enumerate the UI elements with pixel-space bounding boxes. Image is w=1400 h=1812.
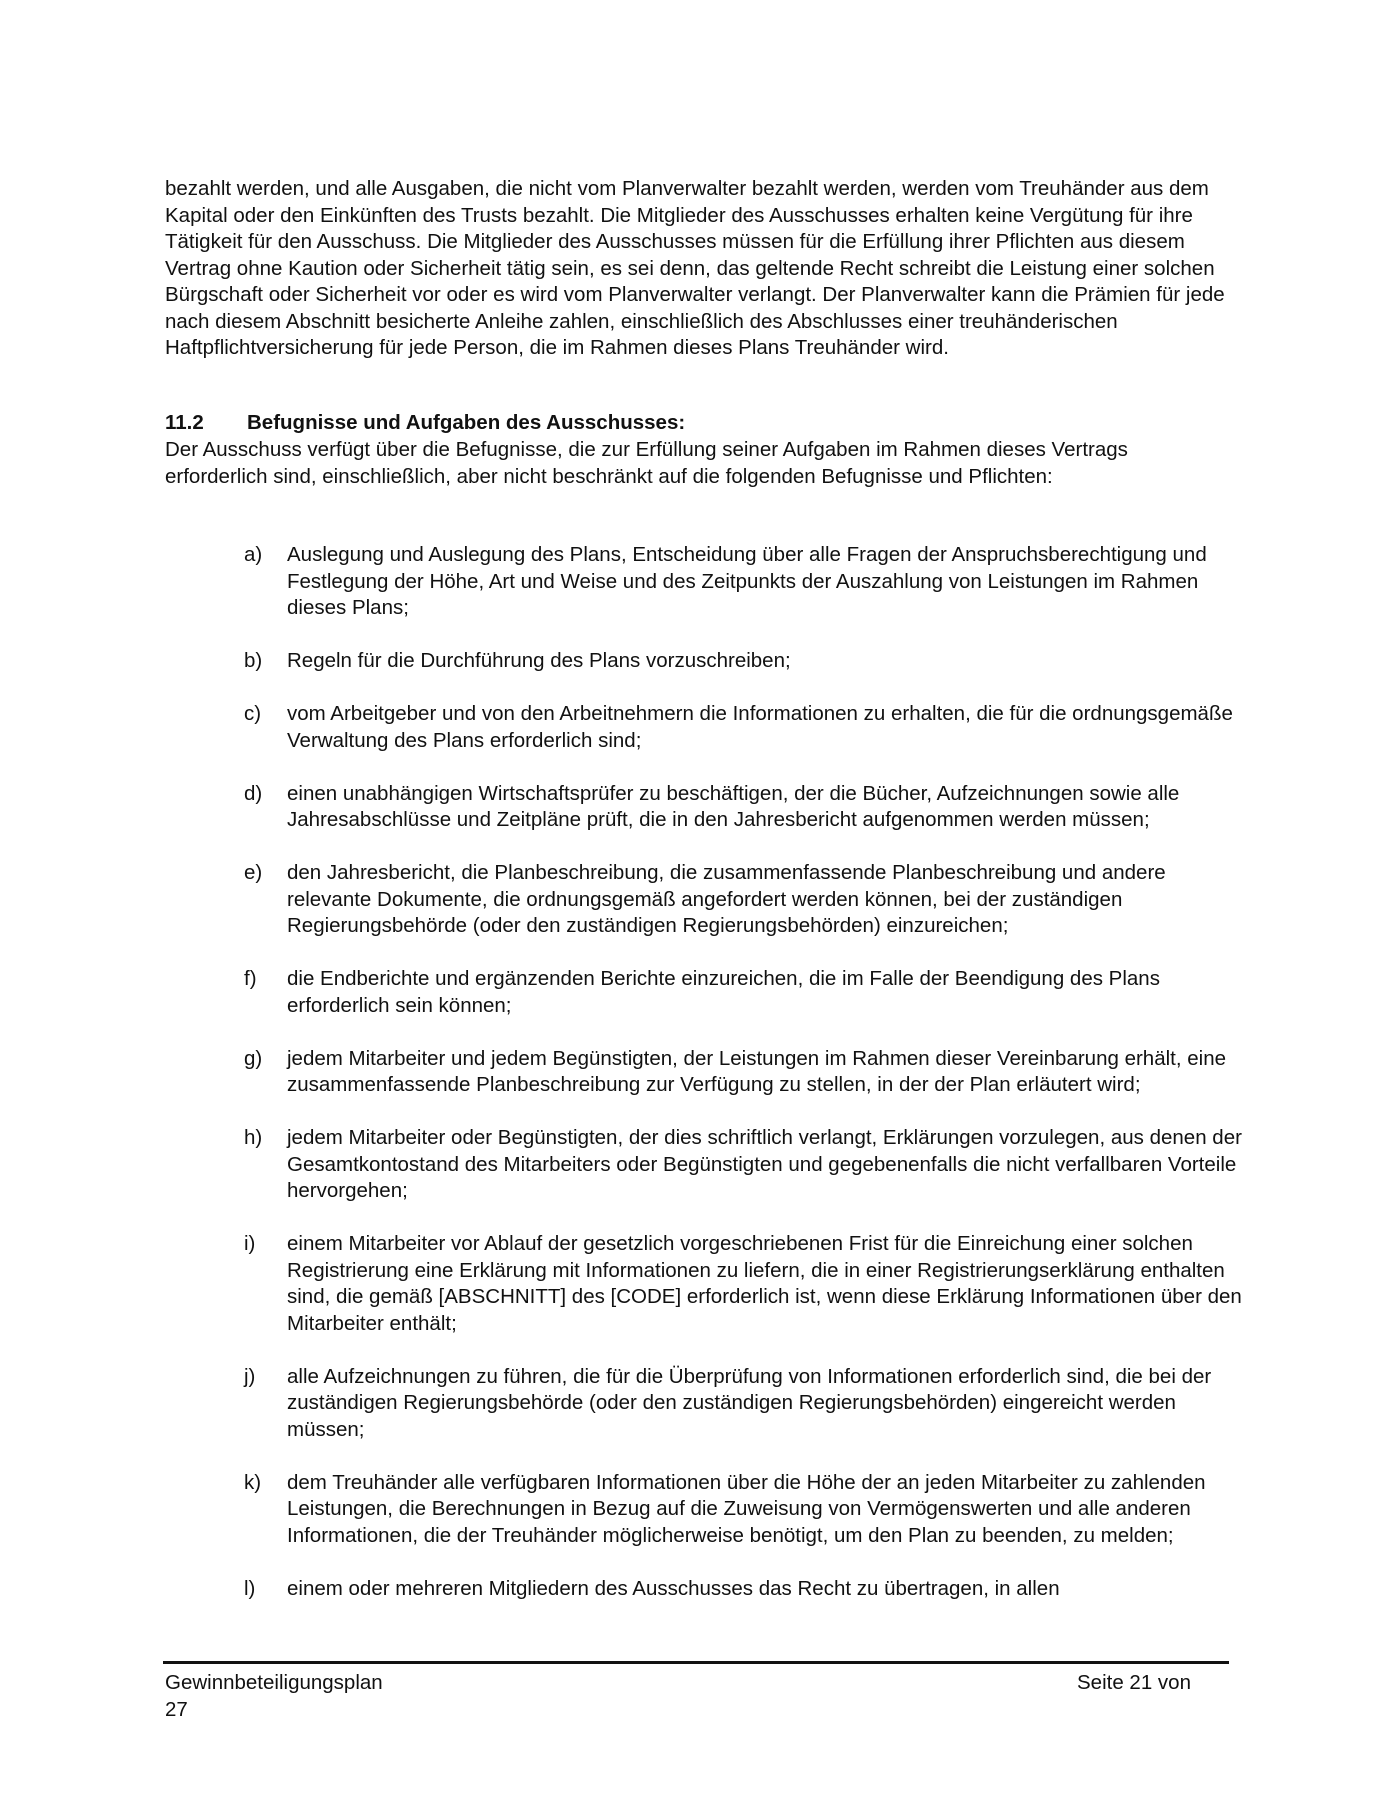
list-item bbox=[244, 1364, 1244, 1444]
list-item-text: dem Treuhänder alle verfügbaren Informationen über die Höhe der an jeden Mitarbeiter zu zahlenden Leistungen, die Berechnungen in Bezug auf die Zuweisung von Vermögenswerten und alle anderen Informationen, die der Treuhänder möglicherweise benötigt, um den Plan zu beenden, zu melden; bbox=[287, 1470, 1206, 1547]
duties-list bbox=[244, 542, 1244, 1602]
list-item bbox=[244, 781, 1244, 834]
list-item-text: vom Arbeitgeber und von den Arbeitnehmern die Informationen zu erhalten, die für die ordnungsgemäße Verwaltung des Plans erforderlich sind; bbox=[287, 702, 1233, 752]
list-marker: h) bbox=[244, 1126, 263, 1149]
list-item-text: den Jahresbericht, die Planbeschreibung, die zusammenfassende Planbeschreibung und andere relevante Dokumente, die ordnungsgemäß angefordert werden können, bei der zuständigen Regierungsbehörde (oder den zuständigen Regierungsbehörden) einzureichen; bbox=[287, 861, 1166, 937]
list-item bbox=[244, 542, 1244, 622]
list-item bbox=[244, 1576, 1244, 1603]
list-item-text: die Endberichte und ergänzenden Berichte einzureichen, die im Falle der Beendigung des Plans erforderlich sein können; bbox=[287, 967, 1160, 1017]
footer-total-pages: 27 bbox=[165, 1698, 188, 1721]
list-item-text: einem oder mehreren Mitgliedern des Ausschusses das Recht zu übertragen, in allen bbox=[287, 1576, 1060, 1600]
section-heading bbox=[165, 410, 1225, 437]
list-item bbox=[244, 648, 1244, 675]
list-marker: b) bbox=[244, 649, 263, 672]
section-title: Befugnisse und Aufgaben des Ausschusses: bbox=[247, 411, 686, 434]
list-marker: k) bbox=[244, 1470, 262, 1494]
list-item bbox=[244, 701, 1244, 754]
list-marker: f) bbox=[244, 967, 257, 990]
list-item-text: einem Mitarbeiter vor Ablauf der gesetzlich vorgeschriebenen Frist für die Einreichung einer solchen Registrierung eine Erklärung mit Informationen zu liefern, die in einer Registrierungserklärung enthalten sind, die gemäß [ABSCHNITT] des [CODE] erforderlich ist, wenn diese Erklärung Informationen über den Mitarbeiter enthält; bbox=[287, 1232, 1242, 1335]
list-item bbox=[244, 860, 1244, 940]
list-item-text: jedem Mitarbeiter und jedem Begünstigten, der Leistungen im Rahmen dieser Vereinbarung erhält, eine zusammenfassende Planbeschreibung zur Verfügung zu stellen, in der der Plan erläutert wird; bbox=[287, 1046, 1227, 1096]
list-marker: l) bbox=[244, 1576, 256, 1600]
list-item-text: Auslegung und Auslegung des Plans, Entscheidung über alle Fragen der Anspruchsberechtigung und Festlegung der Höhe, Art und Weise und des Zeitpunkts der Auszahlung von Leistungen im Rahmen dieses Plans; bbox=[287, 543, 1207, 619]
list-item-text: Regeln für die Durchführung des Plans vorzuschreiben; bbox=[287, 649, 791, 672]
list-marker: i) bbox=[244, 1232, 256, 1255]
list-item bbox=[244, 1231, 1244, 1337]
list-item bbox=[244, 1470, 1244, 1550]
section-intro: Der Ausschuss verfügt über die Befugnisse, die zur Erfüllung seiner Aufgaben im Rahmen dieses Vertrags erforderlich sind, einschließlich, aber nicht beschränkt auf die folgenden Befugnisse und Pflichten: bbox=[165, 438, 1128, 488]
list-marker: e) bbox=[244, 861, 263, 884]
list-item-text: jedem Mitarbeiter oder Begünstigten, der dies schriftlich verlangt, Erklärungen vorzulegen, aus denen der Gesamtkontostand des Mitarbeiters oder Begünstigten und gegebenenfalls die nicht verfallbaren Vorteile hervorgehen; bbox=[287, 1126, 1242, 1202]
list-marker: g) bbox=[244, 1046, 263, 1070]
list-marker: c) bbox=[244, 702, 262, 725]
section-number: 11.2 bbox=[165, 411, 204, 434]
opening-paragraph: bezahlt werden, und alle Ausgaben, die nicht vom Planverwalter bezahlt werden, werden vom Treuhänder aus dem Kapital oder den Einkünften des Trusts bezahlt. Die Mitglieder des Ausschusses erhalten keine Vergütung für ihre Tätigkeit für den Ausschuss. Die Mitglieder des Ausschusses müssen für die Erfüllung ihrer Pflichten aus diesem Vertrag ohne Kaution oder Sicherheit tätig sein, es sei denn, das geltende Recht schreibt die Leistung einer solchen Bürgschaft oder Sicherheit vor oder es wird vom Planverwalter verlangt. Der Planverwalter kann die Prämien für jede nach diesem Abschnitt besicherte Anleihe zahlen, einschließlich des Abschlusses einer treuhänderischen Haftpflichtversicherung für jede Person, die im Rahmen dieses Plans Treuhänder wird. bbox=[165, 177, 1225, 359]
list-marker: j) bbox=[244, 1364, 256, 1388]
list-marker: d) bbox=[244, 781, 263, 805]
footer-document-title: Gewinnbeteiligungsplan bbox=[165, 1671, 383, 1694]
list-item-text: alle Aufzeichnungen zu führen, die für die Überprüfung von Informationen erforderlich sind, die bei der zuständigen Regierungsbehörde (oder den zuständigen Regierungsbehörden) eingereicht werden müssen; bbox=[287, 1364, 1212, 1441]
list-item-text: einen unabhängigen Wirtschaftsprüfer zu beschäftigen, der die Bücher, Aufzeichnungen sowie alle Jahresabschlüsse und Zeitpläne prüft, die in den Jahresbericht aufgenommen werden müssen; bbox=[287, 781, 1180, 831]
list-item bbox=[244, 1125, 1244, 1205]
footer-page-number: Seite 21 von bbox=[1077, 1671, 1191, 1694]
list-marker: a) bbox=[244, 543, 263, 566]
list-item bbox=[244, 1046, 1244, 1099]
footer-divider bbox=[163, 1661, 1229, 1664]
list-item bbox=[244, 966, 1244, 1019]
